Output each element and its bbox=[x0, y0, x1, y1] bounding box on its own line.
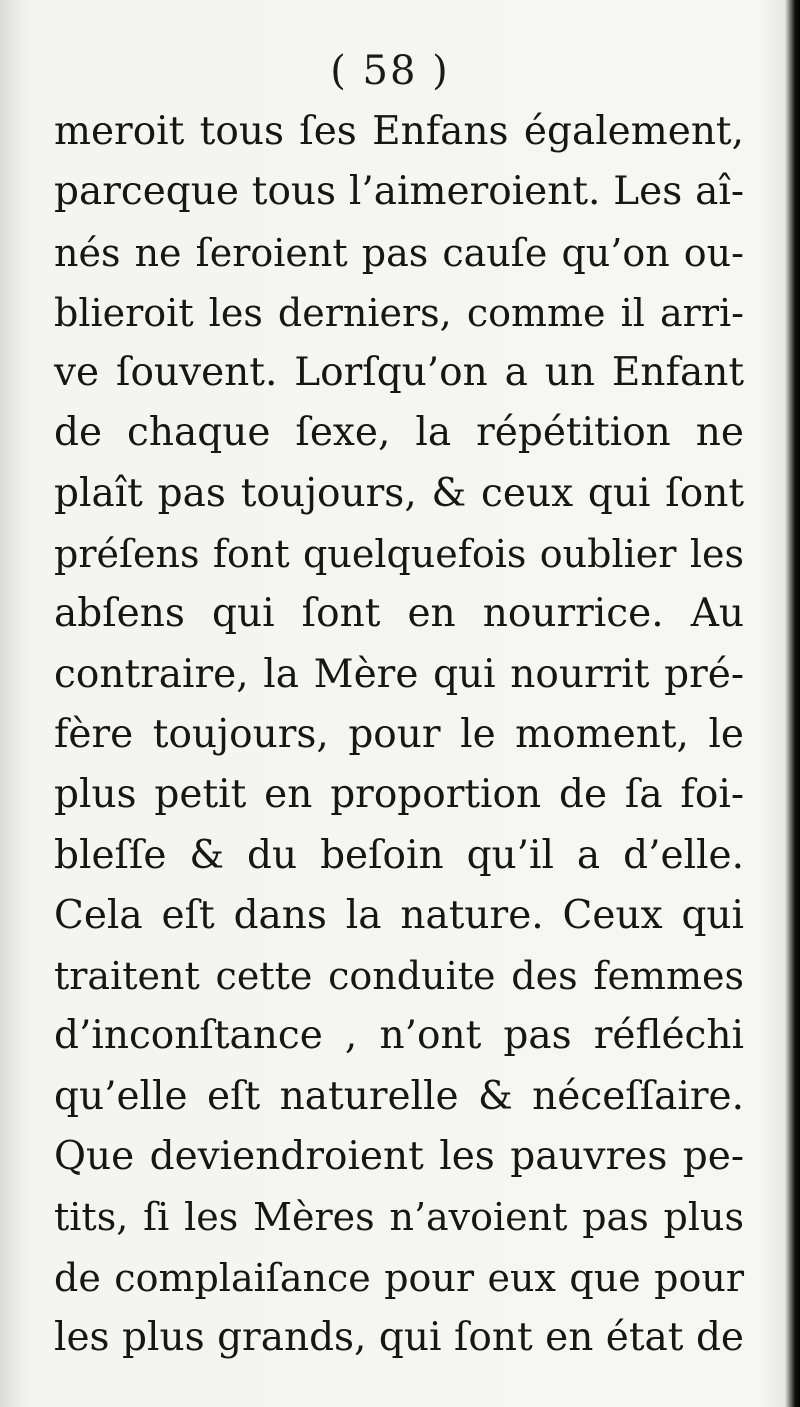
text-line: de chaque ſexe, la répétition ne bbox=[54, 410, 744, 456]
text-line: de complaiſance pour eux que pour bbox=[54, 1255, 744, 1300]
text-line: contraire, la Mère qui nourrit pré- bbox=[54, 651, 744, 697]
text-line: nés ne ſeroient pas cauſe qu’on ou- bbox=[54, 230, 744, 275]
text-line: préſens font quelquefois oublier les bbox=[54, 532, 744, 577]
text-line: Cela eſt dans la nature. Ceux qui bbox=[54, 892, 744, 938]
text-line: les plus grands, qui ſont en état de bbox=[54, 1314, 744, 1360]
text-line: Que deviendroient les pauvres pe- bbox=[54, 1134, 744, 1180]
text-line: plus petit en proportion de ſa foi- bbox=[54, 772, 744, 818]
text-line: qu’elle eſt naturelle & néceſſaire. bbox=[54, 1073, 744, 1119]
text-line: abſens qui ſont en nourrice. Au bbox=[54, 591, 744, 637]
text-line: plaît pas toujours, & ceux qui ſont bbox=[54, 470, 744, 516]
text-line: traitent cette conduite des femmes bbox=[54, 954, 744, 999]
text-line: ve ſouvent. Lorſqu’on a un Enfant bbox=[54, 350, 744, 396]
text-line: blieroit les derniers, comme il arri- bbox=[54, 290, 744, 335]
text-line: bleſſe & du beſoin qu’il a d’elle. bbox=[54, 832, 744, 878]
text-line: fère toujours, pour le moment, le bbox=[54, 711, 744, 757]
text-line: parceque tous l’aimeroient. Les aî- bbox=[54, 169, 744, 215]
body-text bbox=[54, 102, 744, 1368]
text-line: d’inconſtance , n’ont pas réfléchi bbox=[54, 1013, 744, 1059]
text-line: meroit tous ſes Enfans également, bbox=[54, 109, 744, 154]
page-number: ( 58 ) bbox=[330, 48, 450, 94]
text-line: tits, ſi les Mères n’avoient pas plus bbox=[54, 1195, 744, 1240]
